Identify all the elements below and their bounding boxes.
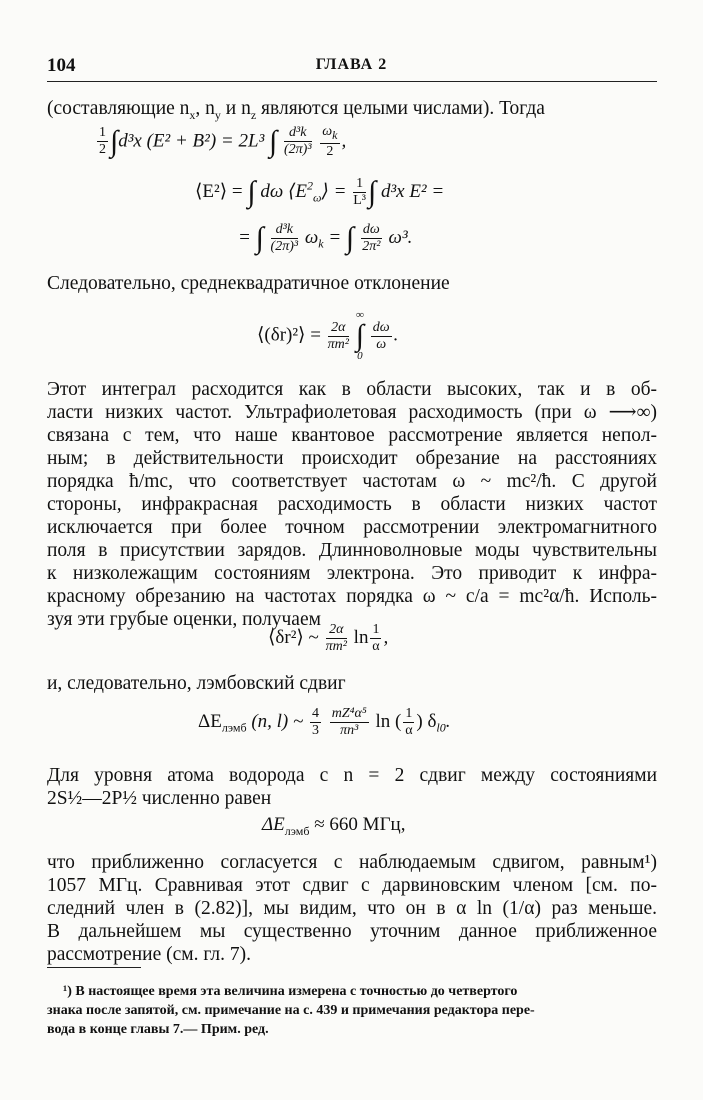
text-line: порядка ħ/mc, что соответствует частотам ω ~ mc²/ħ. С другой: [47, 471, 657, 492]
text-line: 2S½—2P½ численно равен: [47, 788, 272, 809]
text-line: к низколежащим состояниям электрона. Это приводит к инфра-: [47, 563, 657, 584]
text-line: рассмотрение (см. гл. 7).: [47, 944, 251, 965]
text-line: красному обрезанию на частотах порядка ω ~ c/a = mc²α/ħ. Исполь-: [47, 586, 657, 607]
text-line: что приближенно согласуется с наблюдаемым сдвигом, равным¹): [47, 852, 657, 873]
text-line: зуя эти грубые оценки, получаем: [47, 609, 321, 630]
chapter-title: ГЛАВА 2: [315, 56, 388, 73]
text-line: стороны, инфракрасная расходимость в области низких частот: [47, 494, 657, 515]
text-line: Для уровня атома водорода с n = 2 сдвиг между состояниями: [47, 765, 657, 786]
footnote-line: вода в конце главы 7.— Прим. ред.: [47, 1022, 269, 1037]
text-line: связана с тем, что наше квантовое рассмотрение является непол-: [47, 425, 657, 446]
text-line: исключается при более точном рассмотрении электромагнитного: [47, 517, 657, 538]
footnote-line: ¹) В настоящее время эта величина измерена с точностью до четвертого: [63, 984, 518, 999]
header-rule: [47, 81, 657, 82]
text-line: поля в присутствии зарядов. Длинноволновые моды чувствительны: [47, 540, 657, 561]
text-line: Следовательно, среднеквадратичное отклонение: [47, 273, 450, 294]
equation-lamb-value: $\Delta E_{лэмб} \approx 660$ МГц,: [262, 814, 406, 838]
text-line: ласти низких частот. Ультрафиолетовая расходимость (при ω ⟶∞): [47, 402, 657, 423]
equation-mean-field: ⟨E²⟩ = ∫ dω $⟨E^2_\omega⟩$ = $\frac{1}{\text{L³}}$ ∫ d³x E² =: [195, 175, 445, 209]
page-number: 104: [47, 55, 76, 76]
text-line: 1057 МГц. Сравнивая этот сдвиг с дарвиновским членом [см. по-: [47, 875, 657, 896]
equation-estimate: ⟨δr²⟩ ~ $\frac{2\alpha}{\text{πm²}}$ ln $\frac{1}{\alpha}$ ,: [268, 622, 389, 654]
equation-mean-field-result: = ∫ $\frac{\text{d³k}}{\text{(2π)³}}$ $\omega_k$ = ∫ $\frac{d\omega}{\text{2π²}}$ ω³.: [238, 221, 413, 255]
text-line: ным; в действительности происходит обрезание на расстояниях: [47, 448, 657, 469]
footnote-line: знака после запятой, см. примечание на с. 439 и примечания редактора пере-: [47, 1003, 535, 1018]
equation-energy-integral: $\frac{1}{2}$ ∫d³x (E² + B²) = 2L³ ∫ $\frac{\text{d³k}}{\text{(2π)³}}$ $\frac{\omega_k}{2}$ ,: [99, 124, 347, 159]
running-header: [47, 55, 656, 77]
text-line: Этот интеграл расходится как в области высоких, так и в об-: [47, 379, 657, 400]
footnote-rule: [47, 967, 141, 968]
text-line: (составляющие $n_x$, $n_y$ и $n_z$ являются целыми числами). Тогда: [47, 98, 545, 122]
text-line: В дальнейшем мы существенно уточним данное приближенное: [47, 921, 657, 942]
text-line: и, следовательно, лэмбовский сдвиг: [47, 673, 346, 694]
equation-mean-square-deviation: ⟨(δr)²⟩ = $\frac{2\alpha}{\text{πm²}}$ ∞ ∫ 0 $\frac{d\omega}{\omega}$ .: [257, 309, 399, 362]
text-line: следний член в (2.82)], мы видим, что он в α ln (1/α) раз меньше.: [47, 898, 657, 919]
equation-lamb-shift: $\Delta E_{лэмб}$ (n, l) ~ $\frac{4}{3}$ $\frac{\text{mZ⁴α⁵}}{\text{πn³}}$ ln ( $\frac{1}{\alpha}$ ) $\delta_{l0}$.: [198, 706, 451, 738]
